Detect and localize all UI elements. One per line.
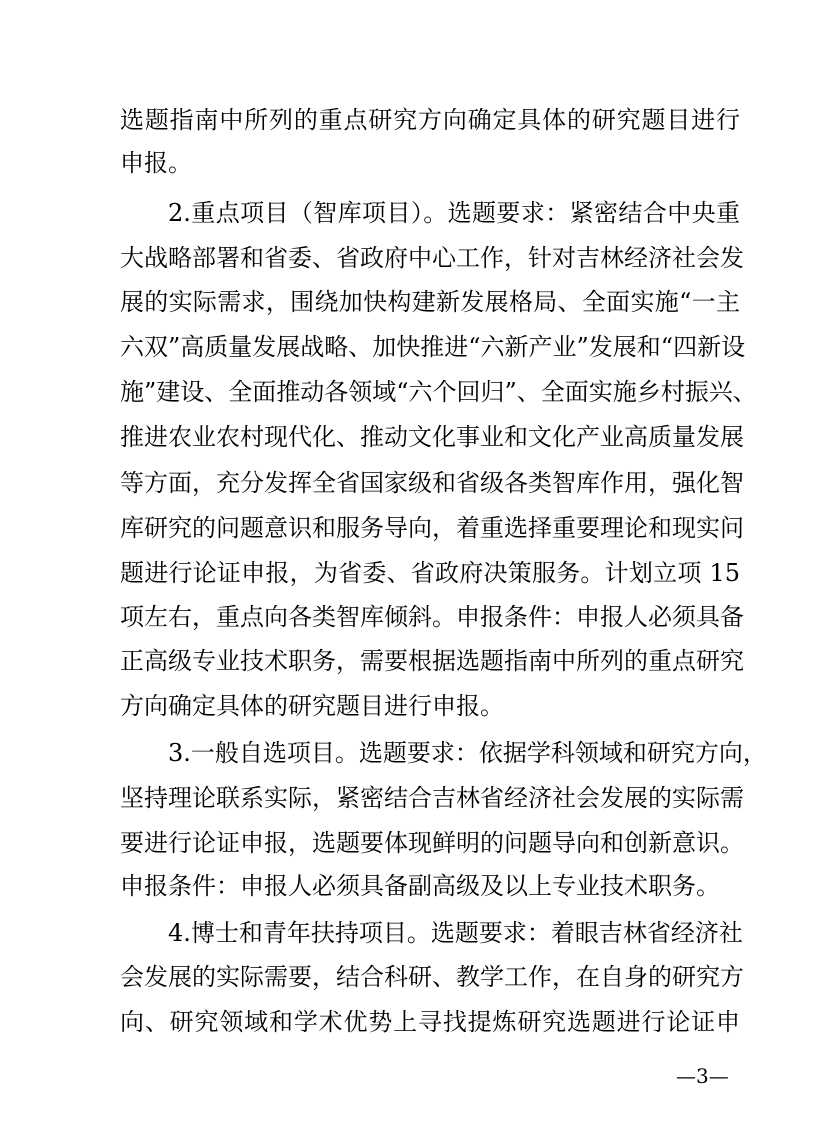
paragraph-line: 要进行论证申报，选题要体现鲜明的问题导向和创新意识。 [120,829,744,857]
paragraph-line: 申报条件：申报人必须具备副高级及以上专业技术职务。 [120,872,720,900]
paragraph-line: 正高级专业技术职务，需要根据选题指南中所列的重点研究 [120,647,744,675]
paragraph-line: 申报。 [120,149,192,177]
paragraph-line: 会发展的实际需要，结合科研、教学工作，在自身的研究方 [120,963,744,991]
page-number: —3— [676,1064,729,1088]
paragraph-line: 方向确定具体的研究题目进行申报。 [120,692,504,720]
paragraph-line: 等方面，充分发挥全省国家级和省级各类智库作用，强化智 [120,469,744,497]
paragraph-line: 展的实际需求，围绕加快构建新发展格局、全面实施“一主 [120,288,740,316]
paragraph-line: 选题指南中所列的重点研究方向确定具体的研究题目进行 [120,106,740,134]
paragraph-line: 题进行论证申报，为省委、省政府决策服务。计划立项 15 [120,559,740,587]
paragraph-line: 4.博士和青年扶持项目。选题要求：着眼吉林省经济社 [168,919,743,947]
paragraph-line: 向、研究领域和学术优势上寻找提炼研究选题进行论证申 [120,1008,740,1036]
paragraph-line: 推进农业农村现代化、推动文化事业和文化产业高质量发展 [120,423,744,451]
paragraph-line: 3.一般自选项目。选题要求：依据学科领域和研究方向， [168,739,767,767]
paragraph-line: 六双”高质量发展战略、加快推进“六新产业”发展和“四新设 [120,333,746,361]
paragraph-line: 项左右，重点向各类智库倾斜。申报条件：申报人必须具备 [120,603,744,631]
paragraph-line: 施”建设、全面推动各领域“六个回归”、全面实施乡村振兴、 [120,378,757,406]
paragraph-line: 坚持理论联系实际，紧密结合吉林省经济社会发展的实际需 [120,784,744,812]
paragraph-line: 库研究的问题意识和服务导向，着重选择重要理论和现实问 [120,514,744,542]
paragraph-line: 2.重点项目（智库项目）。选题要求：紧密结合中央重 [168,199,740,227]
paragraph-line: 大战略部署和省委、省政府中心工作，针对吉林经济社会发 [120,244,744,272]
